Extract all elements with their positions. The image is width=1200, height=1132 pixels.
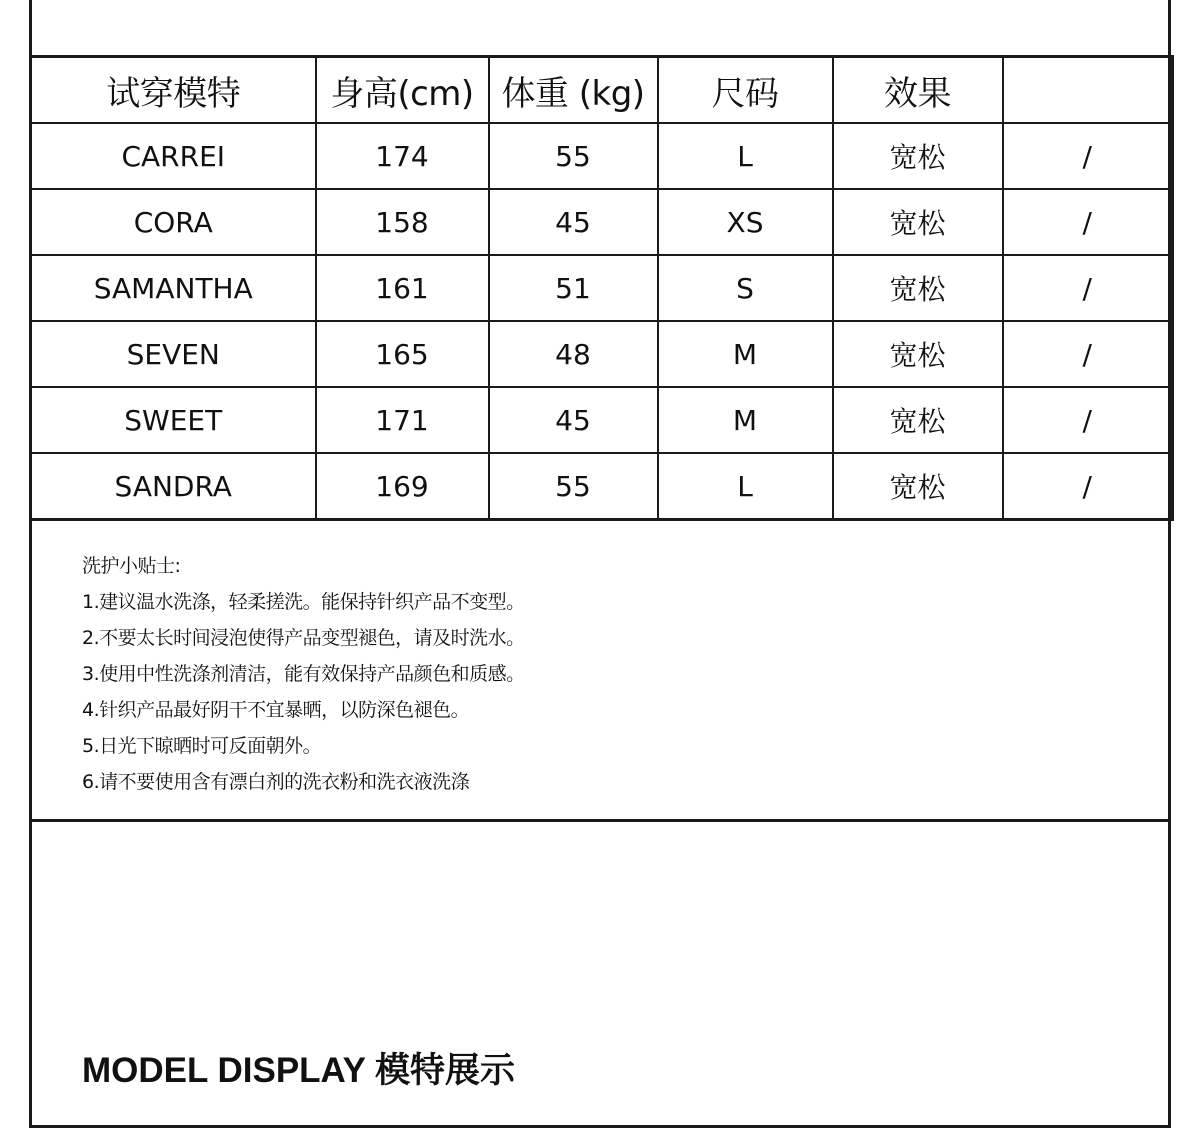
cell-weight: 51	[489, 255, 658, 321]
cell-height: 169	[316, 453, 489, 520]
cell-model: SWEET	[31, 387, 316, 453]
cell-weight: 45	[489, 189, 658, 255]
table-row	[31, 189, 1173, 255]
cell-fit: 宽松	[833, 123, 1003, 189]
cell-size: M	[658, 321, 833, 387]
table-row	[31, 321, 1173, 387]
cell-fit: 宽松	[833, 189, 1003, 255]
care-tip-item: 1.建议温水洗涤，轻柔搓洗。能保持针织产品不变型。	[82, 591, 525, 613]
cell-size: L	[658, 123, 833, 189]
cell-fit: 宽松	[833, 453, 1003, 520]
cell-height: 158	[316, 189, 489, 255]
care-tip-item: 4.针织产品最好阴干不宜暴晒，以防深色褪色。	[82, 699, 470, 721]
care-tip-item: 6.请不要使用含有漂白剂的洗衣粉和洗衣液洗涤	[82, 771, 470, 793]
cell-model: SAMANTHA	[31, 255, 316, 321]
cell-size: L	[658, 453, 833, 520]
cell-size: M	[658, 387, 833, 453]
cell-model: SEVEN	[31, 321, 316, 387]
model-display-title: MODEL DISPLAY 模特展示	[82, 1051, 516, 1090]
care-tips	[82, 548, 982, 800]
header-height: 身高(cm)	[316, 57, 489, 124]
cell-fit: 宽松	[833, 321, 1003, 387]
cell-extra: /	[1003, 321, 1173, 387]
cell-weight: 55	[489, 453, 658, 520]
section-divider	[29, 819, 1171, 822]
table-header-row	[31, 57, 1173, 124]
cell-model: SANDRA	[31, 453, 316, 520]
cell-extra: /	[1003, 123, 1173, 189]
header-fit: 效果	[833, 57, 1003, 124]
cell-height: 171	[316, 387, 489, 453]
care-tip-item: 5.日光下晾晒时可反面朝外。	[82, 735, 322, 757]
cell-fit: 宽松	[833, 255, 1003, 321]
cell-size: XS	[658, 189, 833, 255]
table-row	[31, 255, 1173, 321]
cell-height: 161	[316, 255, 489, 321]
cell-height: 174	[316, 123, 489, 189]
cell-extra: /	[1003, 387, 1173, 453]
table-row	[31, 123, 1173, 189]
header-model: 试穿模特	[31, 57, 316, 124]
cell-height: 165	[316, 321, 489, 387]
cell-extra: /	[1003, 453, 1173, 520]
care-tips-title: 洗护小贴士:	[82, 555, 181, 577]
cell-weight: 48	[489, 321, 658, 387]
table-row	[31, 387, 1173, 453]
header-size: 尺码	[658, 57, 833, 124]
care-tip-item: 2.不要太长时间浸泡使得产品变型褪色，请及时洗水。	[82, 627, 525, 649]
model-size-table	[29, 55, 1174, 521]
cell-model: CORA	[31, 189, 316, 255]
cell-model: CARREI	[31, 123, 316, 189]
cell-weight: 45	[489, 387, 658, 453]
cell-fit: 宽松	[833, 387, 1003, 453]
cell-extra: /	[1003, 255, 1173, 321]
table-row	[31, 453, 1173, 520]
header-extra	[1003, 57, 1173, 124]
cell-weight: 55	[489, 123, 658, 189]
cell-size: S	[658, 255, 833, 321]
header-weight: 体重 (kg)	[489, 57, 658, 124]
care-tip-item: 3.使用中性洗涤剂清洁，能有效保持产品颜色和质感。	[82, 663, 525, 685]
cell-extra: /	[1003, 189, 1173, 255]
top-blank-band	[29, 0, 1171, 56]
